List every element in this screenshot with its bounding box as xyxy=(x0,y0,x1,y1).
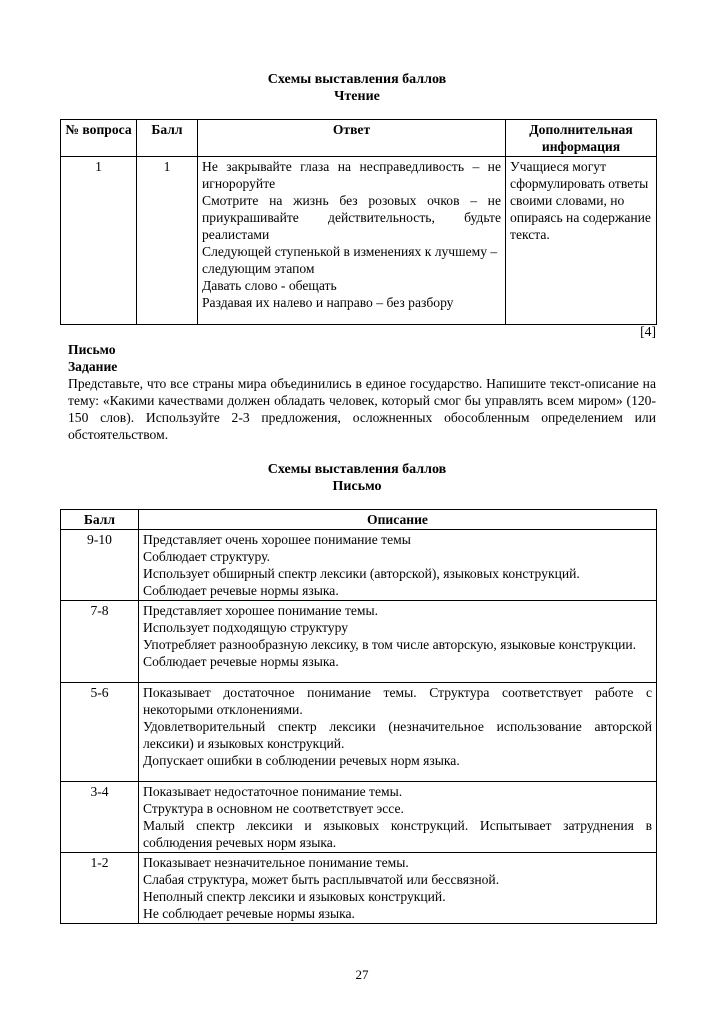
header-score: Балл xyxy=(137,120,198,157)
header-score: Балл xyxy=(61,510,139,530)
description-line: Употребляет разнообразную лексику, в том числе авторскую, языковые конструкции. xyxy=(143,637,637,652)
description-line: Удовлетворительный спектр лексики (незначительное использование авторской лексики) и языковых конструкций. xyxy=(143,719,652,751)
description-line: Соблюдает структуру. xyxy=(143,549,271,564)
reading-scoring-table xyxy=(60,119,657,325)
answer-line: Следующей ступенькой в изменениях к лучшему – следующим этапом xyxy=(202,244,498,276)
description-line: Допускает ошибки в соблюдении речевых норм языка. xyxy=(143,753,460,768)
score-range-cell: 7-8 xyxy=(61,601,139,683)
description-line: Использует обширный спектр лексики (авторской), языковых конструкций. xyxy=(143,566,580,581)
answer-cell xyxy=(198,157,506,325)
answer-line: Раздавая их налево и направо – без разбору xyxy=(202,295,454,310)
table-row xyxy=(61,782,657,853)
header-description: Описание xyxy=(139,510,657,530)
description-cell xyxy=(139,601,657,683)
score-range-cell: 5-6 xyxy=(61,683,139,782)
writing-table-header-row xyxy=(61,510,657,530)
header-question-number: № вопроса xyxy=(61,120,137,157)
header-additional-info: Дополнительная информация xyxy=(506,120,657,157)
writing-scheme-subtitle: Письмо xyxy=(332,479,382,494)
description-line: Слабая структура, может быть расплывчатой или бессвязной. xyxy=(143,872,500,887)
description-cell xyxy=(139,782,657,853)
header-answer: Ответ xyxy=(198,120,506,157)
reading-scheme-subtitle: Чтение xyxy=(334,89,380,104)
description-line: Малый спектр лексики и языковых конструкций. Испытывает затруднения в соблюдения речевых норм языка. xyxy=(143,818,652,850)
description-line: Структура в основном не соответствует эссе. xyxy=(143,801,404,816)
score-range-cell: 9-10 xyxy=(61,530,139,601)
writing-scheme-title: Схемы выставления баллов xyxy=(267,462,447,477)
additional-info-cell: Учащиеся могут сформулировать ответы своими словами, но опираясь на содержание текста. xyxy=(506,157,657,325)
score-range-cell: 3-4 xyxy=(61,782,139,853)
description-line: Не соблюдает речевые нормы языка. xyxy=(143,906,355,921)
max-score-mark: [4] xyxy=(640,324,656,339)
description-line: Соблюдает речевые нормы языка. xyxy=(143,583,339,598)
score-range-cell: 1-2 xyxy=(61,853,139,924)
reading-scheme-title: Схемы выставления баллов xyxy=(267,72,447,87)
description-line: Использует подходящую структуру xyxy=(143,620,349,635)
reading-table-header-row xyxy=(61,120,657,157)
score-cell: 1 xyxy=(137,157,198,325)
description-line: Неполный спектр лексики и языковых конструкций. xyxy=(143,889,446,904)
writing-heading: Письмо xyxy=(68,342,116,357)
reading-table-row xyxy=(61,157,657,325)
description-line: Показывает незначительное понимание темы. xyxy=(143,855,409,870)
answer-line: Не закрывайте глаза на несправедливость – не игнорoруйте xyxy=(202,159,501,191)
table-row xyxy=(61,683,657,782)
table-row xyxy=(61,853,657,924)
answer-line: Смотрите на жизнь без розовых очков – не приукрашивайте действительность, будьте реалистами xyxy=(202,193,501,242)
description-line: Соблюдает речевые нормы языка. xyxy=(143,654,339,669)
table-row xyxy=(61,530,657,601)
description-cell xyxy=(139,683,657,782)
page-number: 27 xyxy=(355,967,369,982)
table-row xyxy=(61,601,657,683)
question-number-cell: 1 xyxy=(61,157,137,325)
description-cell xyxy=(139,853,657,924)
description-line: Представляет хорошее понимание темы. xyxy=(143,603,379,618)
writing-scoring-table xyxy=(60,509,657,924)
task-text: Представьте, что все страны мира объединились в единое государство. Напишите текст-описание на тему: «Какими качествами должен обладать человек, который смог бы управлять всем миром» (120-150 слов). Используйте 2-3 предложения, осложненных обособленным определением или обстоятельством. xyxy=(68,376,656,442)
description-line: Показывает достаточное понимание темы. Структура соответствует работе с некоторыми отклонениями. xyxy=(143,685,652,717)
description-cell xyxy=(139,530,657,601)
task-heading: Задание xyxy=(68,359,118,374)
description-line: Показывает недостаточное понимание темы. xyxy=(143,784,403,799)
answer-line: Давать слово - обещать xyxy=(202,278,337,293)
description-line: Представляет очень хорошее понимание темы xyxy=(143,532,411,547)
